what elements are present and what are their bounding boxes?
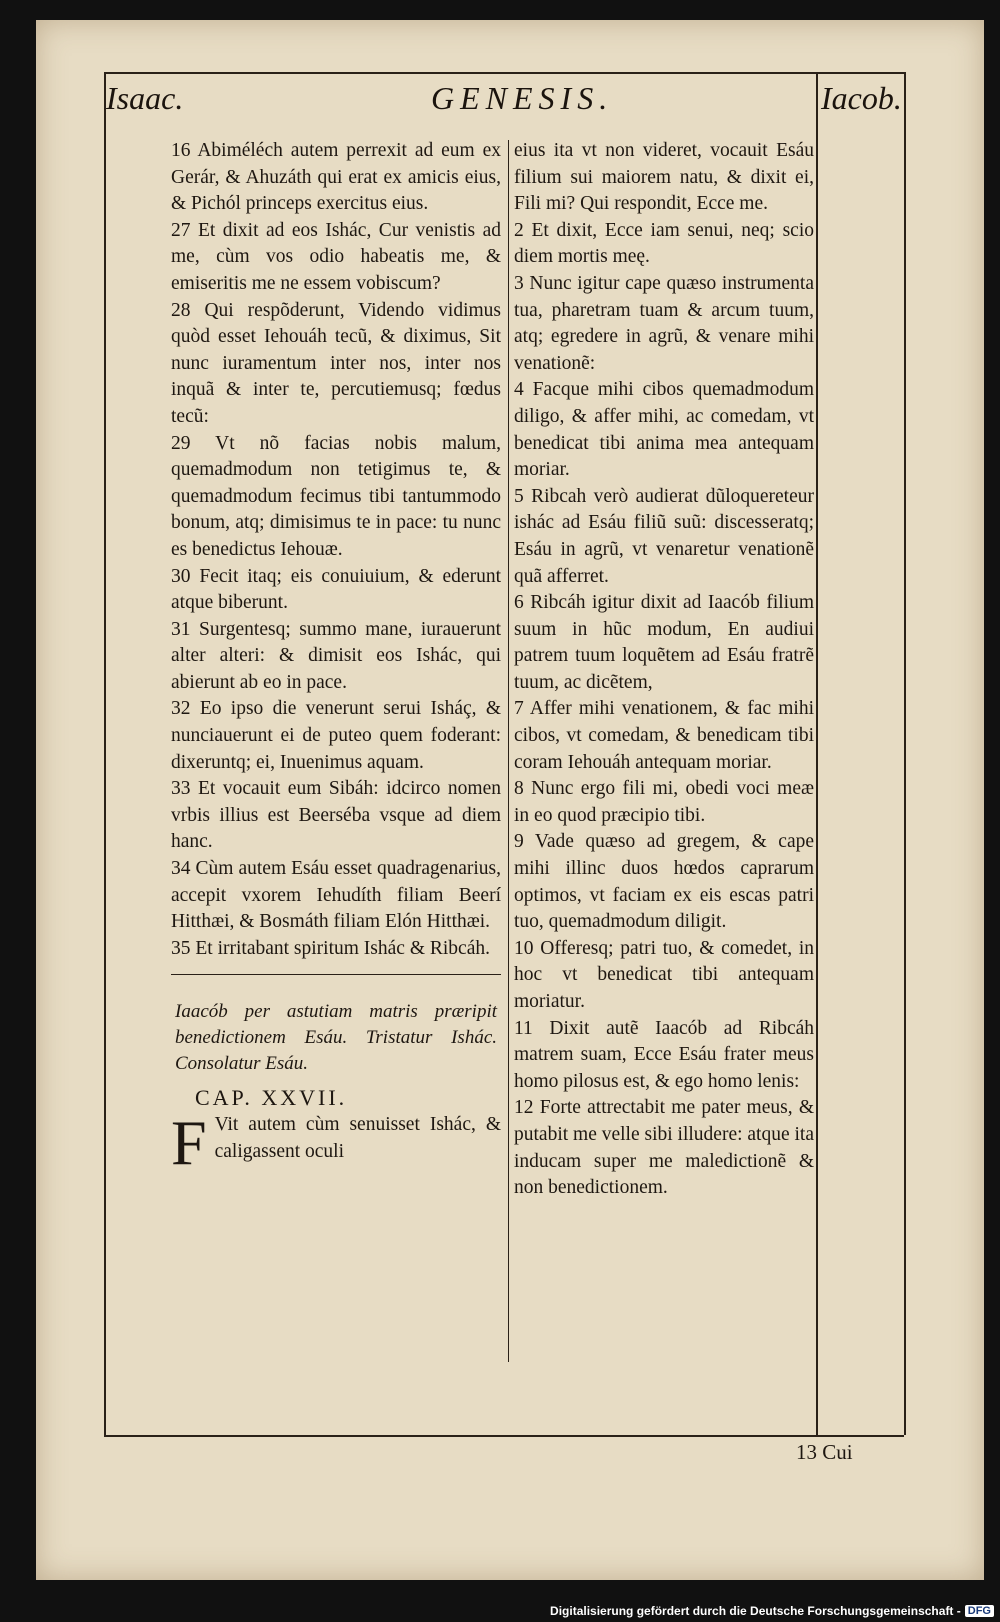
digitization-footer <box>550 1602 994 1620</box>
book-page <box>36 20 984 1580</box>
verse: 33 Et vocauit eum Sibáh: idcirco nomen vrbis illius est Beerséba vsque ad diem hanc. <box>171 778 501 853</box>
verse: 6 Ribcáh igitur dixit ad Iaacób filium suum in hũc modum, En audiui patrem tuum loquẽtem ad Esáu fratrẽ tuum, ac dicẽtem, <box>514 592 814 693</box>
footer-text: Digitalisierung gefördert durch die Deutsche Forschungsgemeinschaft - <box>550 1604 961 1618</box>
right-column <box>514 138 814 1202</box>
chapter-opening <box>171 1107 501 1178</box>
bottom-rule <box>104 1435 904 1437</box>
verse: 10 Offeresq; patri tuo, & comedet, in hoc vt benedicat tibi antequam moriatur. <box>514 937 814 1012</box>
verse: 34 Cùm autem Esáu esset quadragenarius, accepit vxorem Iehudíth filiam Beerí Hitthæi, & Bosmáth filiam Elón Hitthæi. <box>171 858 501 933</box>
verse: 2 Et dixit, Ecce iam senui, neq; scio diem mortis meę. <box>514 219 814 268</box>
verse: 3 Nunc igitur cape quæso instrumenta tua, pharetram tuam & arcum tuum, atq; egredere in agrũ, & venare mihi venationẽ: <box>514 272 814 374</box>
verse: 35 Et irritabant spiritum Ishác & Ribcáh. <box>171 937 490 959</box>
verse: eius ita vt non videret, vocauit Esáu filium sui maiorem natu, & dixit ei, Fili mi? Qui respondit, Ecce me. <box>514 140 814 215</box>
verse: 8 Nunc ergo fili mi, obedi voci meæ in eo quod præcipio tibi. <box>514 778 814 826</box>
verse: 11 Dixit autẽ Iaacób ad Ribcáh matrem suam, Ecce Esáu frater meus homo pilosus est, & ego homo lenis: <box>514 1017 814 1092</box>
verse: 5 Ribcah verò audierat dũloquereteur ishác ad Esáu filiũ suũ: discesseratq; Esáu in agrũ, vt venaretur venationẽ quã afferret. <box>514 485 814 587</box>
right-margin-rule <box>816 72 818 1435</box>
verse: 7 Affer mihi venationem, & fac mihi cibos, vt comedam, & benedicam tibi coram Iehouáh antequam moriar. <box>514 698 814 773</box>
verse: 30 Fecit itaq; eis conuiuium, & ederunt atque biberunt. <box>171 565 501 614</box>
verse: 27 Et dixit ad eos Ishác, Cur venistis ad me, cùm vos odio habeatis me, & emiseritis me ne essem vobiscum? <box>171 219 501 294</box>
verse: 32 Eo ipso die venerunt serui Isháç, & nunciauerunt ei de puteo quem foderant: dixeruntq; ei, Inuenimus aquam. <box>171 698 501 773</box>
verse: 28 Qui respõderunt, Videndo vidimus quòd esset Iehouáh tecũ, & diximus, Sit nunc iuramentum inter nos, inter nos inquã & inter te, percutiemusq; fœdus tecũ: <box>171 299 501 427</box>
verse: 29 Vt nõ facias nobis malum, quemadmodum non tetigimus te, & quemadmodum fecimus tibi tantummodo bonum, atq; dimisimus te in pace: tu nunc es benedictus Iehouæ. <box>171 432 501 560</box>
chapter-summary: Iaacób per astutiam matris præripit benedictionem Esáu. Tristatur Ishác. Consolatur Esáu. <box>175 1001 497 1075</box>
drop-cap: F <box>171 1107 207 1178</box>
running-head-center: GENESIS. <box>431 80 614 116</box>
verse: Vit autem cùm senuisset Ishác, & caligassent oculi <box>214 1114 501 1162</box>
column-divider <box>508 140 509 1362</box>
left-margin-rule <box>104 72 106 1435</box>
verse: 16 Abiméléch autem perrexit ad eum ex Gerár, & Ahuzáth qui erat ex amicis eius, & Pichól princeps exercitus eius. <box>171 140 501 215</box>
verse: 4 Facque mihi cibos quemadmodum diligo, & affer mihi, ac comedam, vt benedicat tibi anima mea antequam moriar. <box>514 379 814 481</box>
verse: 9 Vade quæso ad gregem, & cape mihi illinc duos hœdos caprarum optimos, vt faciam ex eis escas patri tuo, quemadmodum diligit. <box>514 831 814 933</box>
left-column <box>171 138 501 1178</box>
section-rule <box>171 974 501 975</box>
top-rule <box>104 72 904 74</box>
verse: 31 Surgentesq; summo mane, iurauerunt alter alteri: & dimisit eos Ishác, qui abierunt ab eo in pace. <box>171 618 501 693</box>
dfg-logo: DFG <box>965 1605 994 1617</box>
catchword: 13 Cui <box>796 1440 853 1464</box>
chapter-heading: CAP. XXVII. <box>195 1085 348 1111</box>
verse: 12 Forte attrectabit me pater meus, & putabit me velle sibi illudere: atque ita inducam super me maledictionẽ & non benedictionem. <box>514 1097 814 1199</box>
outer-rule <box>904 72 906 1435</box>
running-head-left: Isaac. <box>106 80 184 116</box>
running-head-right: Iacob. <box>821 80 902 116</box>
